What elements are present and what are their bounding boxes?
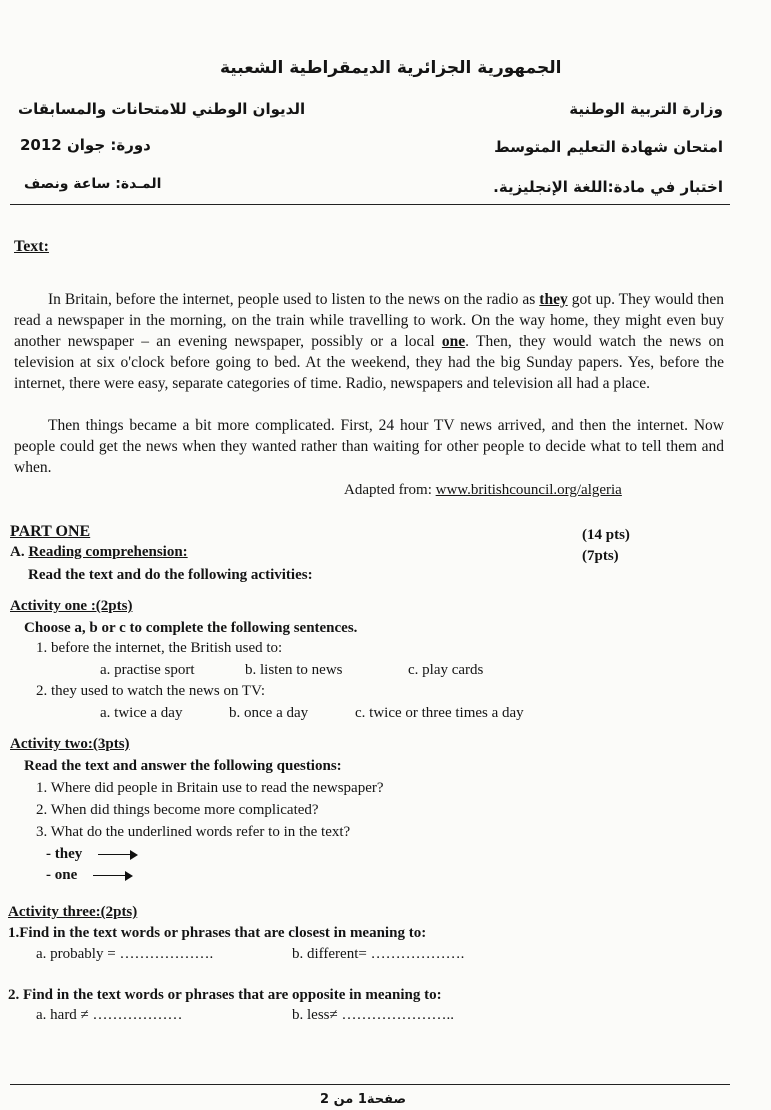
activity-two-q2: 2. When did things become more complicated? bbox=[36, 802, 319, 818]
q1-option-c: c. play cards bbox=[408, 662, 484, 678]
section-a-heading bbox=[10, 544, 188, 561]
p2-text: Then things became a bit more complicated. First, 24 hour TV news arrived, and then the internet. Now people could get the news when they wanted rather than waiting for other people to decide what to tell them and when. bbox=[14, 417, 724, 476]
session: دورة: جوان 2012 bbox=[20, 136, 151, 154]
part-one-title: PART ONE bbox=[10, 523, 91, 540]
republic-title: الجمهورية الجزائرية الديمقراطية الشعبية bbox=[220, 58, 562, 78]
exam-name: امتحان شهادة التعليم المتوسط bbox=[494, 138, 723, 156]
activity-three-q1a: a. probably = ………………. bbox=[36, 946, 214, 962]
section-a-points: (7pts) bbox=[582, 548, 619, 564]
text-heading: Text: bbox=[14, 238, 49, 255]
section-a-title: Reading comprehension: bbox=[28, 544, 188, 560]
activity-three-q2b: b. less≠ ………………….. bbox=[292, 1007, 454, 1023]
arrow-right-icon bbox=[98, 850, 138, 860]
activity-three-q1: 1.Find in the text words or phrases that are closest in meaning to: bbox=[8, 925, 427, 941]
ref-they-label: - they bbox=[46, 846, 83, 862]
activity-two-q3: 3. What do the underlined words refer to in the text? bbox=[36, 824, 351, 840]
q1-option-a: a. practise sport bbox=[100, 662, 195, 678]
p1-part-c: . Then, they would watch the news on television at six o'clock before going to bed. At the weekend, they had the big Sunday papers. Yes, before the internet, there were easy, separate categories of time. Radio, newspapers and television all had a place. bbox=[14, 333, 724, 392]
activity-three-title: Activity three:(2pts) bbox=[8, 904, 138, 920]
subject: اختبار في مادة:اللغة الإنجليزية. bbox=[493, 178, 723, 196]
section-a-letter: A. bbox=[10, 544, 29, 560]
activity-one-instruction: Choose a, b or c to complete the following sentences. bbox=[24, 620, 358, 636]
source-line bbox=[344, 482, 622, 499]
arrow-right-icon bbox=[93, 871, 133, 881]
ref-they bbox=[46, 846, 138, 863]
duration: المـدة: ساعة ونصف bbox=[24, 176, 162, 192]
header-divider bbox=[10, 204, 730, 205]
q2-option-a: a. twice a day bbox=[100, 705, 183, 721]
q2-option-b: b. once a day bbox=[229, 705, 309, 721]
activity-two-q1: 1. Where did people in Britain use to read the newspaper? bbox=[36, 780, 384, 796]
text-paragraph-1 bbox=[14, 289, 724, 394]
ref-one bbox=[46, 867, 133, 884]
activity-one-q2: 2. they used to watch the news on TV: bbox=[36, 683, 265, 699]
q2-option-c: c. twice or three times a day bbox=[355, 705, 524, 721]
ref-one-label: - one bbox=[46, 867, 78, 883]
text-paragraph-2 bbox=[14, 415, 724, 478]
activity-two-instruction: Read the text and answer the following questions: bbox=[24, 758, 342, 774]
page-number: صفحة1 من 2 bbox=[320, 1092, 407, 1107]
office-name: الديوان الوطني للامتحانات والمسابقات bbox=[18, 100, 306, 118]
underlined-they: they bbox=[539, 291, 568, 308]
footer-divider bbox=[10, 1084, 730, 1085]
activity-three-q2a: a. hard ≠ ……………… bbox=[36, 1007, 183, 1023]
activity-one-title: Activity one :(2pts) bbox=[10, 598, 133, 614]
ministry-name: وزارة التربية الوطنية bbox=[569, 100, 723, 118]
activity-three-q1b: b. different= ………………. bbox=[292, 946, 465, 962]
p1-part-a: In Britain, before the internet, people used to listen to the news on the radio as bbox=[48, 291, 540, 308]
source-label: Adapted from: bbox=[344, 482, 436, 498]
section-a-instruction: Read the text and do the following activities: bbox=[28, 567, 313, 583]
underlined-one: one bbox=[441, 333, 466, 350]
activity-three-q2: 2. Find in the text words or phrases that are opposite in meaning to: bbox=[8, 987, 442, 1003]
q1-option-b: b. listen to news bbox=[245, 662, 343, 678]
activity-two-title: Activity two:(3pts) bbox=[10, 736, 130, 752]
source-url: www.britishcouncil.org/algeria bbox=[435, 482, 622, 498]
part-one-points: (14 pts) bbox=[582, 527, 630, 543]
activity-one-q1: 1. before the internet, the British used to: bbox=[36, 640, 283, 656]
p1-part-b: got up. They would then read a newspaper in the morning, on the train while travelling to work. On the way home, they might even buy another newspaper – an evening newspaper, possibly or a local bbox=[14, 291, 725, 350]
